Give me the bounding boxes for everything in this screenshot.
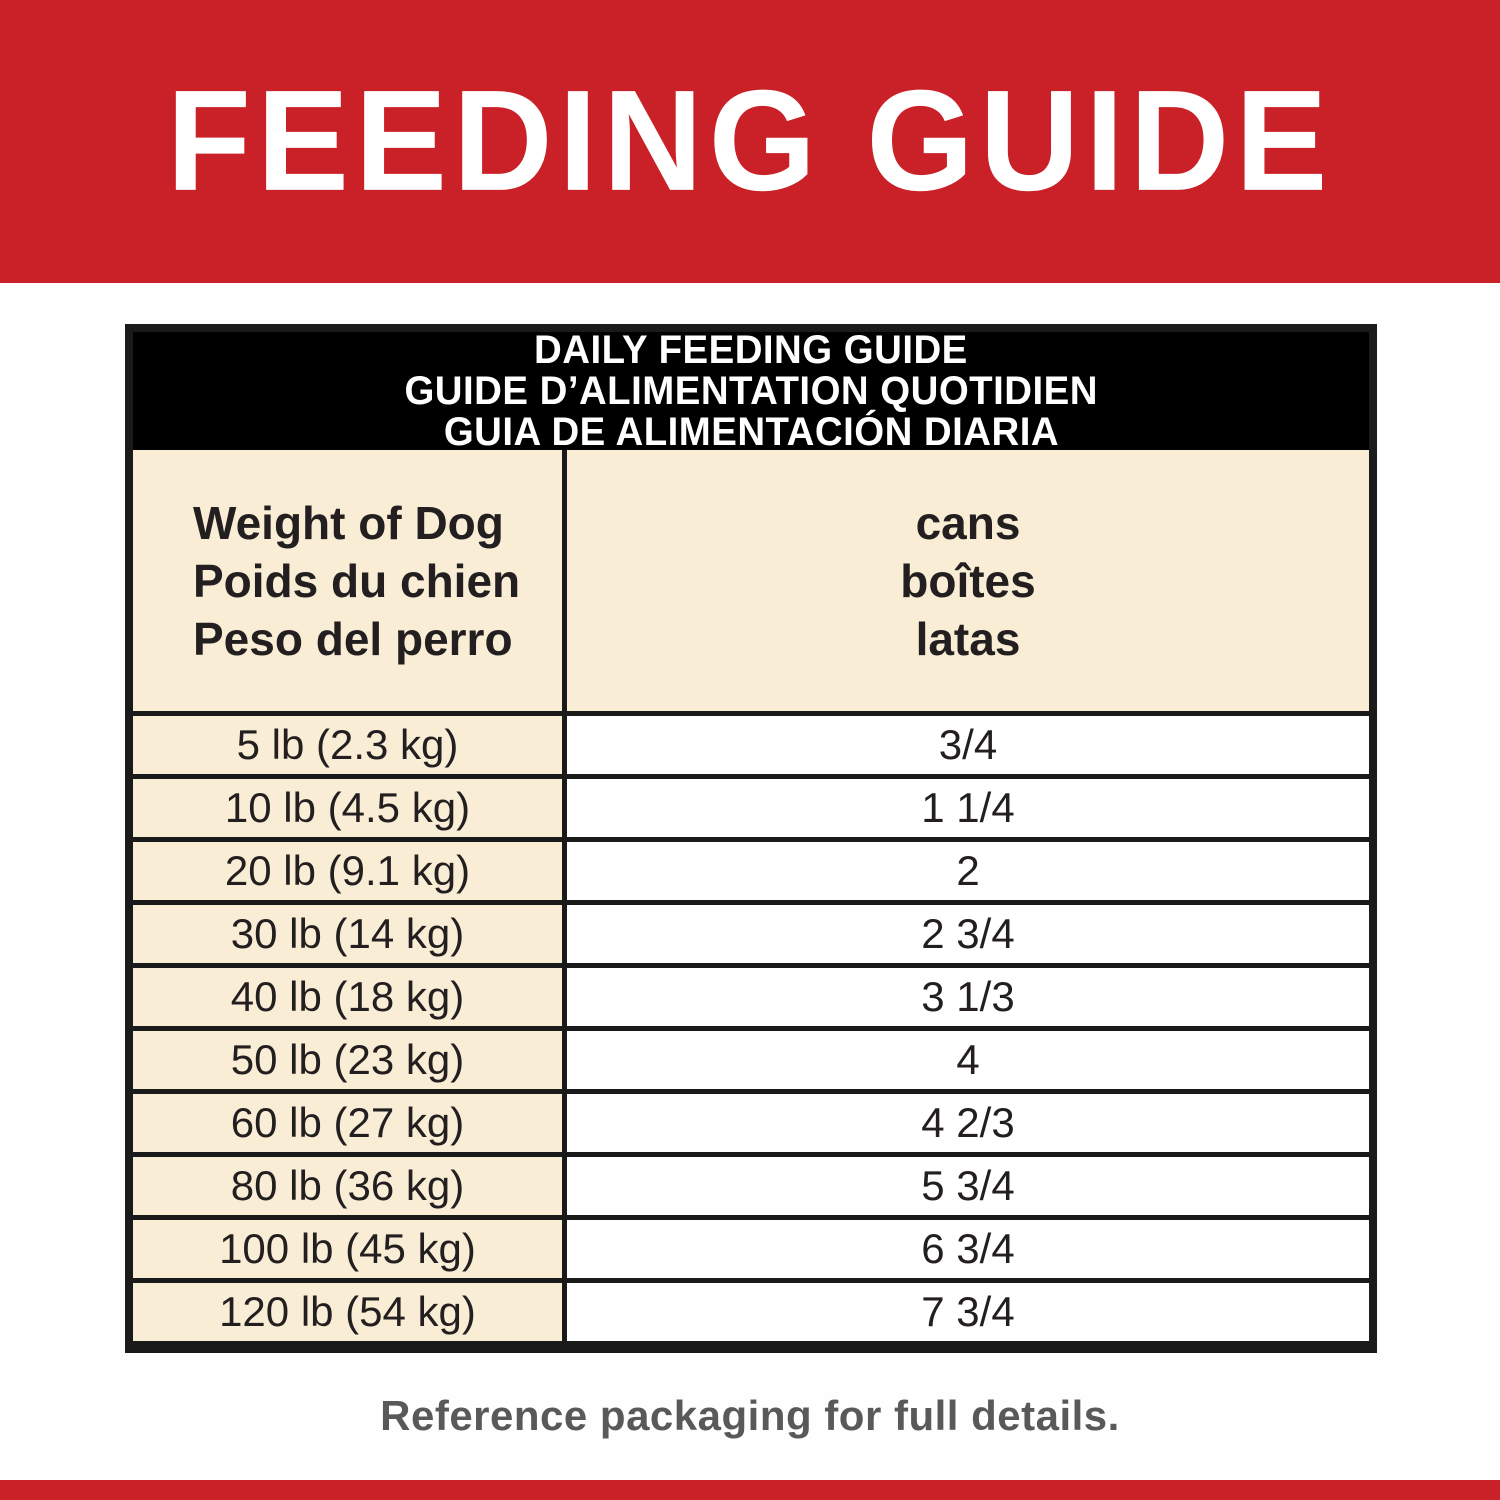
daily-feeding-guide-table (125, 324, 1377, 1353)
weight-cell: 30 lb (14 kg) (133, 900, 567, 963)
cans-cell: 2 (567, 837, 1369, 900)
weight-column-header (133, 450, 567, 711)
table-row (133, 711, 1369, 774)
table-row (133, 900, 1369, 963)
table-row (133, 1089, 1369, 1152)
weight-header-en: Weight of Dog (193, 496, 504, 549)
weight-cell: 120 lb (54 kg) (133, 1278, 567, 1341)
table-title-en: DAILY FEEDING GUIDE (534, 327, 968, 372)
cans-cell: 4 (567, 1026, 1369, 1089)
table-row (133, 837, 1369, 900)
table-title-fr: GUIDE D’ALIMENTATION QUOTIDIEN (404, 368, 1098, 413)
weight-cell: 5 lb (2.3 kg) (133, 711, 567, 774)
weight-header-es: Peso del perro (193, 612, 513, 665)
cans-header-fr: boîtes (900, 554, 1036, 607)
table-row (133, 1152, 1369, 1215)
weight-header-fr: Poids du chien (193, 554, 521, 607)
weight-cell: 40 lb (18 kg) (133, 963, 567, 1026)
feeding-guide-banner (0, 0, 1500, 283)
cans-cell: 4 2/3 (567, 1089, 1369, 1152)
table-row (133, 1026, 1369, 1089)
table-title-band (133, 327, 1369, 454)
cans-cell: 1 1/4 (567, 774, 1369, 837)
weight-cell: 60 lb (27 kg) (133, 1089, 567, 1152)
cans-cell: 3 1/3 (567, 963, 1369, 1026)
weight-cell: 20 lb (9.1 kg) (133, 837, 567, 900)
weight-cell: 80 lb (36 kg) (133, 1152, 567, 1215)
table-title-es: GUIA DE ALIMENTACIÓN DIARIA (443, 409, 1059, 454)
weight-cell: 100 lb (45 kg) (133, 1215, 567, 1278)
footer-note: Reference packaging for full details. (380, 1392, 1120, 1439)
table-row (133, 774, 1369, 837)
column-header-row (133, 450, 1369, 711)
cans-column-header (567, 450, 1369, 711)
cans-header-en: cans (915, 496, 1021, 549)
table-row (133, 1278, 1369, 1341)
cans-header-es: latas (915, 612, 1021, 665)
cans-cell: 2 3/4 (567, 900, 1369, 963)
table-row (133, 963, 1369, 1026)
cans-cell: 7 3/4 (567, 1278, 1369, 1341)
banner-title: FEEDING GUIDE (166, 60, 1334, 222)
weight-cell: 50 lb (23 kg) (133, 1026, 567, 1089)
cans-cell: 5 3/4 (567, 1152, 1369, 1215)
bottom-red-strip (0, 1480, 1500, 1500)
cans-cell: 6 3/4 (567, 1215, 1369, 1278)
cans-cell: 3/4 (567, 711, 1369, 774)
weight-cell: 10 lb (4.5 kg) (133, 774, 567, 837)
table-row (133, 1215, 1369, 1278)
